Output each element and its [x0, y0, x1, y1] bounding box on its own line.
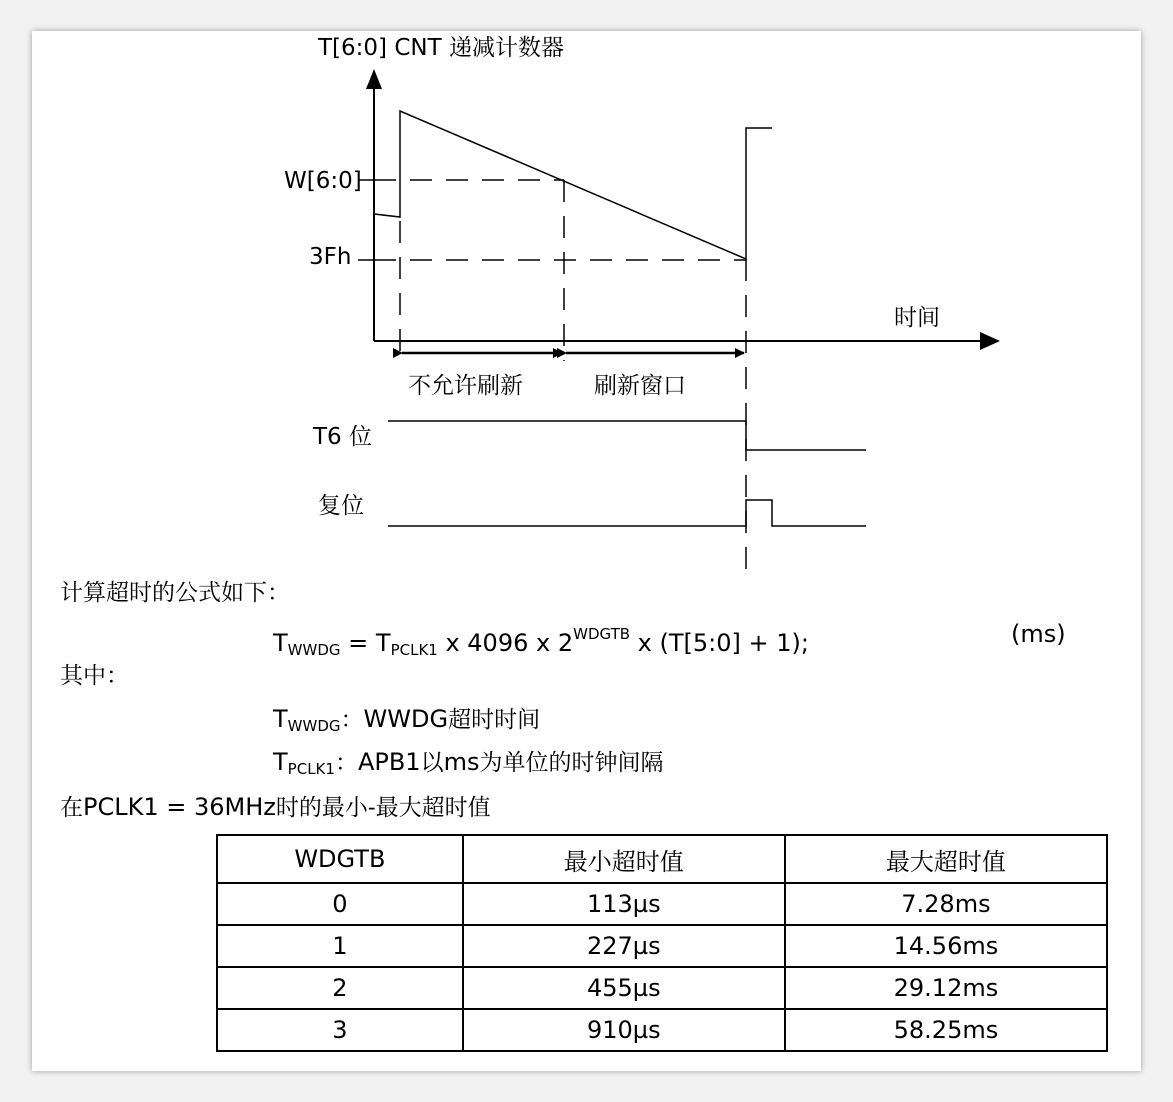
def2-sep: ：: [334, 750, 358, 776]
table-caption: [60, 792, 491, 823]
def1-latin: WWDG: [363, 705, 449, 733]
formula-lhs: T: [273, 629, 288, 657]
cell-min: 455µs: [463, 967, 785, 1009]
cell-min: 113µs: [463, 883, 785, 925]
cell-min: 910µs: [463, 1009, 785, 1051]
table-row: [217, 967, 1107, 1009]
header-wdgtb: WDGTB: [217, 835, 463, 883]
def1-symbol-sub: WWDG: [287, 717, 341, 735]
def2-text-b: 为单位的时钟间隔: [479, 750, 664, 776]
cell-max: 58.25ms: [785, 1009, 1107, 1051]
cell-max: 29.12ms: [785, 967, 1107, 1009]
wwdg-timing-diagram: [32, 31, 1141, 576]
cell-wdgtb: 1: [217, 925, 463, 967]
formula-mid: x 4096 x 2: [437, 629, 574, 657]
def2-ms: ms: [443, 748, 480, 776]
formula-tpclk: T: [375, 629, 391, 657]
formula-exponent: WDGTB: [573, 625, 631, 643]
counter-waveform: [374, 111, 772, 259]
def2-symbol-sub: PCLK1: [287, 760, 335, 778]
x-axis-arrow-icon: [980, 332, 1000, 350]
3fh-level-label: 3Fh: [309, 244, 352, 270]
y-axis-title: T[6:0] CNT 递减计数器: [318, 35, 564, 61]
table-row: [217, 1009, 1107, 1051]
timeout-formula: [273, 619, 809, 665]
timeout-table: [216, 834, 1108, 1052]
formula-equals: =: [340, 629, 376, 657]
def2-latin: APB1: [357, 748, 421, 776]
formula-intro: 计算超时的公式如下：: [60, 580, 290, 606]
formula-tpclk-sub: PCLK1: [390, 641, 438, 659]
caption-latin: PCLK1 = 36MHz: [83, 793, 276, 821]
formula-tail: x (T[5:0] + 1);: [630, 629, 809, 657]
document-page: [32, 31, 1141, 1071]
w-level-label: W[6:0]: [284, 168, 362, 194]
formula-unit: (ms): [1011, 620, 1066, 648]
table-row: [217, 883, 1107, 925]
y-axis-arrow-icon: [366, 69, 382, 89]
definition-twwdg: [273, 704, 540, 741]
formula-lhs-sub: WWDG: [287, 641, 341, 659]
caption-pre: 在: [60, 795, 83, 821]
def1-text: 超时时间: [448, 707, 541, 733]
table-header-row: [217, 835, 1107, 883]
reset-label: 复位: [318, 493, 364, 519]
x-axis-title: 时间: [894, 305, 940, 331]
cell-max: 14.56ms: [785, 925, 1107, 967]
cell-wdgtb: 3: [217, 1009, 463, 1051]
refresh-window-label: 刷新窗口: [594, 373, 686, 399]
def1-symbol: T: [273, 705, 288, 733]
cell-min: 227µs: [463, 925, 785, 967]
cell-wdgtb: 2: [217, 967, 463, 1009]
header-max-timeout: 最大超时值: [785, 835, 1107, 883]
reset-signal: [388, 500, 866, 526]
cell-wdgtb: 0: [217, 883, 463, 925]
def1-sep: ：: [340, 707, 364, 733]
definition-tpclk1: [273, 747, 663, 784]
def2-text-a: 以: [420, 750, 444, 776]
caption-post: 时的最小-最大超时值: [275, 795, 491, 821]
where-label: 其中：: [60, 663, 129, 689]
def2-symbol: T: [273, 748, 288, 776]
t6-bit-label: T6 位: [313, 424, 372, 450]
header-min-timeout: 最小超时值: [463, 835, 785, 883]
cell-max: 7.28ms: [785, 883, 1107, 925]
no-refresh-label: 不允许刷新: [408, 373, 523, 399]
t6-bit-signal: [388, 421, 866, 450]
table-row: [217, 925, 1107, 967]
